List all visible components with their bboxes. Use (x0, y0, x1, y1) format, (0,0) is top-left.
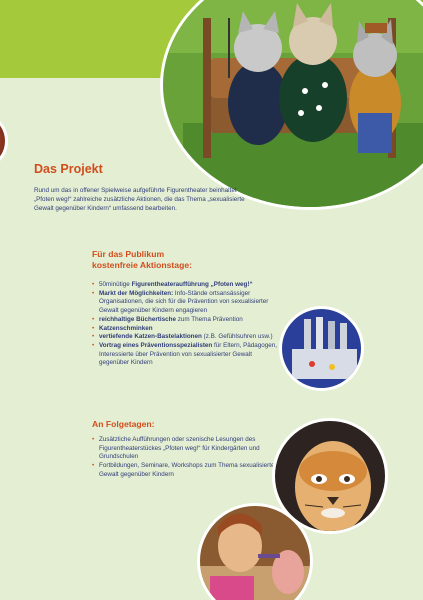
section-title-publikum (92, 249, 242, 271)
section-title-projekt: Das Projekt (34, 162, 103, 176)
publikum-list (92, 281, 282, 368)
puppet-cats-photo (160, 0, 423, 210)
project-intro-text: Rund um das in offener Spielweise aufgeführte Figurentheater beinhaltet „Pfoten weg!“ zahlreiche zusätzliche Aktionen, die das Thema „sexualisierte Gewalt gegenüber Kindern“ umfassend bearbeiten. (34, 187, 245, 213)
craft-table-photo (279, 306, 364, 391)
list-item: • Fortbildungen, Seminare, Workshops zum Thema sexualisierte Gewalt gegenüber Kindern (92, 462, 275, 478)
list-item: • 50minütige Figurentheateraufführung „Pfoten weg!“ (92, 281, 253, 288)
folgetagen-list (92, 436, 282, 480)
list-item: • Vortrag eines Präventionsspezialisten für Eltern, Pädagogen, Interessierte über Prävention von sexualisierter Gewalt gegenüber Kindern (92, 341, 278, 367)
bullet-icon: • (92, 436, 95, 443)
list-item: • Markt der Möglichkeiten: Info-Stände ortsansässiger Organisationen, die sich für die Prävention von sexualisierter Gewalt gegenüber Kindern engagieren (92, 289, 269, 315)
list-item: • reichhaltige Büchertische zum Thema Prävention (92, 315, 243, 323)
list-item: • Zusätzliche Aufführungen oder szenische Lesungen des Figurentheaterstückes „Pfoten weg!“ für Kindergärten und Grundschulen (92, 436, 260, 461)
bullet-icon: • (92, 341, 95, 349)
bullet-icon: • (92, 324, 95, 332)
bullet-icon: • (92, 333, 95, 341)
bullet-icon: • (92, 281, 95, 288)
left-edge-photo (0, 112, 8, 170)
list-item: • vertiefende Katzen-Bastelaktionen (z.B. Gefühlsuhren usw.) (92, 333, 273, 341)
bullet-icon: • (92, 315, 95, 323)
bullet-icon: • (92, 289, 95, 297)
list-item: • Katzenschminken (92, 324, 153, 332)
publikum-title-line2: kostenfreie Aktionstage: (92, 260, 192, 270)
publikum-title-line1: Für das Publikum (92, 249, 165, 259)
section-title-folgetagen: An Folgetagen: (92, 419, 155, 429)
bullet-icon: • (92, 462, 95, 470)
